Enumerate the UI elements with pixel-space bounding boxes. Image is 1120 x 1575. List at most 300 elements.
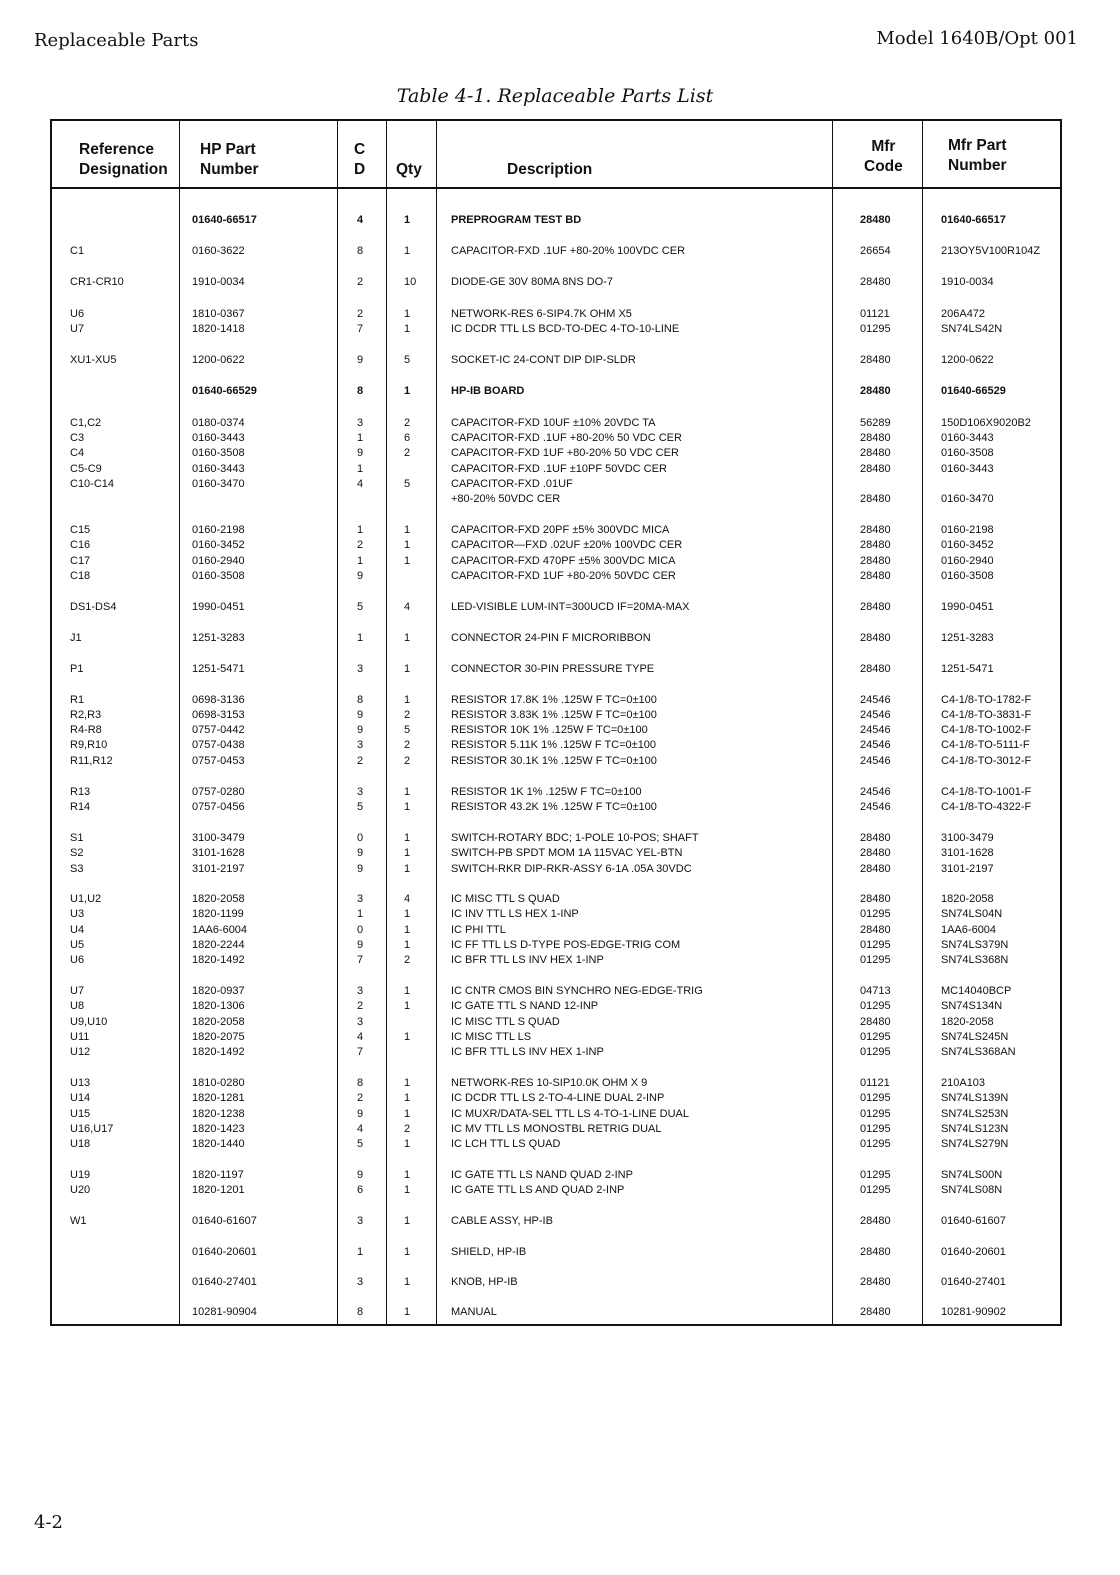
cell-desc: CAPACITOR-FXD .01UF — [451, 478, 573, 490]
cell-mfr: 24546 — [860, 786, 891, 798]
cell-hp: 1820-1199 — [192, 908, 244, 920]
cell-cd: 7 — [357, 323, 364, 335]
cell-mfr: 56289 — [860, 417, 891, 429]
cell-mfr: 28480 — [860, 524, 891, 536]
cell-mfrp: 0160-3470 — [941, 493, 994, 505]
cell-desc: IC PHI TTL — [451, 924, 506, 936]
cell-desc: RESISTOR 30.1K 1% .125W F TC=0±100 — [451, 755, 657, 767]
cell-cd: 1 — [357, 524, 364, 536]
cell-hp: 1AA6-6004 — [192, 924, 248, 936]
cell-hp: 1990-0451 — [192, 601, 245, 613]
header-separator — [52, 187, 1060, 189]
cell-qty: 1 — [404, 908, 411, 920]
cell-ref: C16 — [70, 539, 91, 551]
cell-qty: 1 — [404, 1108, 411, 1120]
cell-cd: 9 — [357, 447, 364, 459]
cell-cd: 9 — [357, 847, 364, 859]
cell-qty: 5 — [404, 478, 411, 490]
cell-mfr: 01295 — [860, 954, 891, 966]
cell-ref: U6 — [70, 308, 85, 320]
cell-cd: 3 — [357, 985, 364, 997]
cell-mfrp: 0160-3443 — [941, 463, 994, 475]
cell-cd: 2 — [357, 1000, 364, 1012]
cell-cd: 8 — [357, 245, 364, 257]
cell-cd: 3 — [357, 663, 364, 675]
cell-mfr: 28480 — [860, 276, 891, 288]
cell-ref: U1,U2 — [70, 893, 102, 905]
cell-hp: 0757-0453 — [192, 755, 245, 767]
cell-desc: IC BFR TTL LS INV HEX 1-INP — [451, 954, 604, 966]
cell-cd: 3 — [357, 1215, 364, 1227]
cell-mfrp: SN74LS04N — [941, 908, 1003, 920]
cell-qty: 1 — [404, 1215, 411, 1227]
cell-mfrp: SN74LS253N — [941, 1108, 1009, 1120]
col-header-mfr-code: Mfr Code — [864, 138, 903, 175]
cell-qty: 1 — [404, 245, 411, 257]
cell-cd: 9 — [357, 724, 364, 736]
cell-cd: 4 — [357, 1031, 364, 1043]
cell-hp: 10281-90904 — [192, 1306, 257, 1318]
cell-mfrp: C4-1/8-TO-4322-F — [941, 801, 1032, 813]
cell-mfr: 28480 — [860, 555, 891, 567]
cell-desc: DIODE-GE 30V 80MA 8NS DO-7 — [451, 276, 613, 288]
cell-hp: 0160-3508 — [192, 447, 245, 459]
cell-cd: 5 — [357, 601, 364, 613]
cell-qty: 1 — [404, 323, 411, 335]
cell-ref: C17 — [70, 555, 91, 567]
cell-desc: KNOB, HP-IB — [451, 1276, 518, 1288]
column-divider — [832, 121, 833, 1324]
cell-cd: 7 — [357, 1046, 364, 1058]
cell-cd: 1 — [357, 632, 364, 644]
page-number: 4-2 — [34, 1512, 63, 1533]
cell-qty: 6 — [404, 432, 411, 444]
cell-hp: 0757-0442 — [192, 724, 245, 736]
cell-ref: R9,R10 — [70, 739, 108, 751]
cell-mfrp: 1251-3283 — [941, 632, 994, 644]
cell-hp: 0160-3508 — [192, 570, 245, 582]
cell-mfr: 24546 — [860, 724, 891, 736]
cell-mfrp: C4-1/8-TO-3831-F — [941, 709, 1032, 721]
cell-cd: 9 — [357, 1108, 364, 1120]
cell-ref: U7 — [70, 323, 85, 335]
cell-ref: W1 — [70, 1215, 87, 1227]
cell-cd: 0 — [357, 924, 364, 936]
cell-desc: IC MISC TTL LS — [451, 1031, 532, 1043]
cell-qty: 5 — [404, 724, 411, 736]
cell-qty: 1 — [404, 663, 411, 675]
cell-ref: C18 — [70, 570, 91, 582]
cell-hp: 01640-61607 — [192, 1215, 257, 1227]
cell-desc: RESISTOR 1K 1% .125W F TC=0±100 — [451, 786, 642, 798]
cell-hp: 1820-1306 — [192, 1000, 245, 1012]
cell-ref: J1 — [70, 632, 82, 644]
cell-hp: 0698-3153 — [192, 709, 245, 721]
cell-qty: 1 — [404, 539, 411, 551]
cell-desc: CAPACITOR-FXD 1UF +80-20% 50 VDC CER — [451, 447, 679, 459]
cell-desc: NETWORK-RES 10-SIP10.0K OHM X 9 — [451, 1077, 648, 1089]
cell-hp: 1820-1281 — [192, 1092, 245, 1104]
cell-mfr: 28480 — [860, 1306, 891, 1318]
cell-cd: 9 — [357, 939, 364, 951]
cell-desc: CAPACITOR-FXD 1UF +80-20% 50VDC CER — [451, 570, 676, 582]
cell-qty: 5 — [404, 354, 411, 366]
cell-mfr: 24546 — [860, 739, 891, 751]
cell-mfrp: 1AA6-6004 — [941, 924, 997, 936]
cell-qty: 2 — [404, 709, 411, 721]
cell-cd: 1 — [357, 908, 364, 920]
cell-qty: 1 — [404, 1092, 411, 1104]
cell-cd: 2 — [357, 1092, 364, 1104]
cell-ref: R2,R3 — [70, 709, 102, 721]
cell-qty: 1 — [404, 308, 411, 320]
cell-ref: C1 — [70, 245, 85, 257]
cell-mfrp: 1820-2058 — [941, 893, 994, 905]
cell-hp: 0160-3443 — [192, 463, 245, 475]
cell-mfrp: 1251-5471 — [941, 663, 994, 675]
cell-cd: 8 — [357, 694, 364, 706]
cell-mfrp: SN74LS123N — [941, 1123, 1009, 1135]
cell-hp: 1251-3283 — [192, 632, 245, 644]
column-divider — [436, 121, 437, 1324]
cell-hp: 1820-1418 — [192, 323, 245, 335]
cell-hp: 0160-3470 — [192, 478, 245, 490]
cell-mfrp: 01640-61607 — [941, 1215, 1006, 1227]
cell-mfrp: SN74LS00N — [941, 1169, 1003, 1181]
cell-hp: 01640-27401 — [192, 1276, 257, 1288]
cell-ref: C10-C14 — [70, 478, 115, 490]
cell-desc: CAPACITOR—FXD .02UF ±20% 100VDC CER — [451, 539, 683, 551]
cell-ref: C3 — [70, 432, 85, 444]
cell-mfr: 24546 — [860, 755, 891, 767]
cell-qty: 1 — [404, 632, 411, 644]
cell-hp: 1820-1201 — [192, 1184, 245, 1196]
cell-qty: 1 — [404, 694, 411, 706]
cell-cd: 2 — [357, 308, 364, 320]
col-header-mfr-part: Mfr Part Number — [948, 137, 1007, 174]
cell-qty: 1 — [404, 1246, 411, 1258]
cell-mfr: 28480 — [860, 601, 891, 613]
cell-hp: 1820-0937 — [192, 985, 245, 997]
cell-hp: 1810-0367 — [192, 308, 245, 320]
cell-hp: 1820-2075 — [192, 1031, 245, 1043]
cell-mfr: 28480 — [860, 924, 891, 936]
cell-mfr: 04713 — [860, 985, 891, 997]
cell-mfr: 28480 — [860, 1215, 891, 1227]
cell-mfr: 01295 — [860, 1169, 891, 1181]
cell-desc: RESISTOR 43.2K 1% .125W F TC=0±100 — [451, 801, 657, 813]
cell-ref: DS1-DS4 — [70, 601, 117, 613]
cell-mfr: 01295 — [860, 1123, 891, 1135]
cell-mfr: 01295 — [860, 908, 891, 920]
cell-ref: U16,U17 — [70, 1123, 114, 1135]
cell-mfr: 28480 — [860, 539, 891, 551]
cell-mfr: 01295 — [860, 1184, 891, 1196]
cell-ref: XU1-XU5 — [70, 354, 117, 366]
cell-desc: CAPACITOR-FXD .1UF ±10PF 50VDC CER — [451, 463, 667, 475]
cell-mfrp: 0160-3452 — [941, 539, 994, 551]
cell-qty: 4 — [404, 893, 411, 905]
cell-mfr: 01295 — [860, 1031, 891, 1043]
cell-desc: RESISTOR 17.8K 1% .125W F TC=0±100 — [451, 694, 657, 706]
cell-qty: 1 — [404, 555, 411, 567]
cell-ref: U18 — [70, 1138, 91, 1150]
cell-cd: 1 — [357, 432, 364, 444]
cell-cd: 2 — [357, 276, 364, 288]
cell-ref: U6 — [70, 954, 85, 966]
cell-mfrp: C4-1/8-TO-5111-F — [941, 739, 1030, 751]
cell-desc: +80-20% 50VDC CER — [451, 493, 561, 505]
cell-hp: 3101-1628 — [192, 847, 245, 859]
cell-cd: 9 — [357, 354, 364, 366]
cell-qty: 2 — [404, 447, 411, 459]
column-divider — [922, 121, 923, 1324]
cell-mfr: 28480 — [860, 570, 891, 582]
cell-mfr: 01295 — [860, 1046, 891, 1058]
cell-mfr: 28480 — [860, 1276, 891, 1288]
cell-ref: U8 — [70, 1000, 85, 1012]
cell-hp: 1820-1492 — [192, 954, 245, 966]
cell-qty: 1 — [404, 1138, 411, 1150]
parts-table — [50, 119, 1062, 1326]
cell-cd: 6 — [357, 1184, 364, 1196]
cell-desc: CAPACITOR-FXD 20PF ±5% 300VDC MICA — [451, 524, 670, 536]
cell-desc: MANUAL — [451, 1306, 497, 1318]
cell-cd: 9 — [357, 863, 364, 875]
cell-cd: 7 — [357, 954, 364, 966]
cell-cd: 3 — [357, 417, 364, 429]
cell-cd: 3 — [357, 739, 364, 751]
cell-hp: 0160-2940 — [192, 555, 245, 567]
cell-desc: CAPACITOR-FXD 470PF ±5% 300VDC MICA — [451, 555, 676, 567]
cell-ref: U9,U10 — [70, 1016, 108, 1028]
cell-qty: 2 — [404, 1123, 411, 1135]
cell-hp: 1820-2244 — [192, 939, 245, 951]
cell-mfr: 28480 — [860, 847, 891, 859]
cell-hp: 0757-0280 — [192, 786, 245, 798]
cell-mfr: 28480 — [860, 214, 891, 226]
cell-ref: R14 — [70, 801, 91, 813]
cell-ref: C15 — [70, 524, 91, 536]
cell-desc: CAPACITOR-FXD .1UF +80-20% 100VDC CER — [451, 245, 686, 257]
cell-mfrp: 01640-66517 — [941, 214, 1006, 226]
cell-hp: 3101-2197 — [192, 863, 245, 875]
cell-mfr: 01295 — [860, 1092, 891, 1104]
cell-mfrp: 210A103 — [941, 1077, 986, 1089]
cell-hp: 1820-1423 — [192, 1123, 245, 1135]
cell-desc: IC BFR TTL LS INV HEX 1-INP — [451, 1046, 604, 1058]
cell-mfr: 28480 — [860, 493, 891, 505]
cell-qty: 1 — [404, 524, 411, 536]
cell-hp: 0160-2198 — [192, 524, 245, 536]
col-header-qty: Qty — [396, 161, 422, 178]
cell-cd: 9 — [357, 709, 364, 721]
cell-desc: IC MV TTL LS MONOSTBL RETRIG DUAL — [451, 1123, 662, 1135]
cell-qty: 2 — [404, 755, 411, 767]
col-header-hp-part: HP Part Number — [200, 141, 259, 178]
cell-mfr: 24546 — [860, 801, 891, 813]
cell-qty: 1 — [404, 1031, 411, 1043]
cell-qty: 1 — [404, 214, 411, 226]
cell-qty: 1 — [404, 924, 411, 936]
col-header-description: Description — [507, 161, 593, 178]
cell-qty: 1 — [404, 1000, 411, 1012]
cell-cd: 3 — [357, 1016, 364, 1028]
cell-cd: 4 — [357, 214, 364, 226]
cell-desc: RESISTOR 3.83K 1% .125W F TC=0±100 — [451, 709, 657, 721]
cell-hp: 1820-1440 — [192, 1138, 245, 1150]
cell-ref: R1 — [70, 694, 85, 706]
cell-hp: 1820-2058 — [192, 893, 245, 905]
cell-ref: C4 — [70, 447, 85, 459]
cell-mfr: 28480 — [860, 385, 891, 397]
cell-ref: U14 — [70, 1092, 91, 1104]
cell-desc: CABLE ASSY, HP-IB — [451, 1215, 553, 1227]
cell-mfr: 28480 — [860, 463, 891, 475]
cell-qty: 1 — [404, 939, 411, 951]
cell-ref: S3 — [70, 863, 84, 875]
cell-hp: 1251-5471 — [192, 663, 245, 675]
cell-cd: 3 — [357, 786, 364, 798]
cell-desc: PREPROGRAM TEST BD — [451, 214, 582, 226]
cell-qty: 1 — [404, 1306, 411, 1318]
cell-hp: 1820-1238 — [192, 1108, 245, 1120]
cell-ref: U13 — [70, 1077, 91, 1089]
cell-cd: 8 — [357, 1306, 364, 1318]
cell-hp: 0160-3452 — [192, 539, 245, 551]
cell-qty: 1 — [404, 1276, 411, 1288]
cell-mfrp: 3100-3479 — [941, 832, 994, 844]
cell-cd: 0 — [357, 832, 364, 844]
cell-ref: S1 — [70, 832, 84, 844]
cell-mfr: 28480 — [860, 663, 891, 675]
cell-ref: U20 — [70, 1184, 91, 1196]
cell-mfrp: C4-1/8-TO-1002-F — [941, 724, 1032, 736]
cell-cd: 1 — [357, 555, 364, 567]
cell-mfr: 28480 — [860, 354, 891, 366]
cell-hp: 1820-1492 — [192, 1046, 245, 1058]
cell-hp: 0757-0438 — [192, 739, 245, 751]
cell-hp: 0757-0456 — [192, 801, 245, 813]
cell-mfr: 28480 — [860, 1246, 891, 1258]
cell-qty: 1 — [404, 847, 411, 859]
cell-ref: S2 — [70, 847, 84, 859]
cell-cd: 1 — [357, 1246, 364, 1258]
cell-desc: IC DCDR TTL LS BCD-TO-DEC 4-TO-10-LINE — [451, 323, 680, 335]
cell-mfrp: 1200-0622 — [941, 354, 994, 366]
cell-mfrp: SN74S134N — [941, 1000, 1003, 1012]
cell-desc: IC MUXR/DATA-SEL TTL LS 4-TO-1-LINE DUAL — [451, 1108, 689, 1120]
cell-desc: CAPACITOR-FXD 10UF ±10% 20VDC TA — [451, 417, 656, 429]
cell-mfrp: C4-1/8-TO-3012-F — [941, 755, 1032, 767]
cell-mfr: 24546 — [860, 709, 891, 721]
cell-desc: NETWORK-RES 6-SIP4.7K OHM X5 — [451, 308, 632, 320]
cell-ref: C1,C2 — [70, 417, 102, 429]
cell-mfrp: 01640-20601 — [941, 1246, 1006, 1258]
cell-mfrp: 01640-27401 — [941, 1276, 1006, 1288]
cell-desc: LED-VISIBLE LUM-INT=300UCD IF=20MA-MAX — [451, 601, 690, 613]
cell-desc: IC DCDR TTL LS 2-TO-4-LINE DUAL 2-INP — [451, 1092, 665, 1104]
cell-desc: SOCKET-IC 24-CONT DIP DIP-SLDR — [451, 354, 636, 366]
cell-mfrp: C4-1/8-TO-1001-F — [941, 786, 1032, 798]
cell-mfrp: SN74LS139N — [941, 1092, 1009, 1104]
cell-ref: P1 — [70, 663, 84, 675]
cell-ref: R13 — [70, 786, 91, 798]
cell-mfrp: 213OY5V100R104Z — [941, 245, 1041, 257]
cell-mfrp: 0160-3508 — [941, 447, 994, 459]
cell-mfr: 28480 — [860, 863, 891, 875]
cell-cd: 9 — [357, 570, 364, 582]
cell-qty: 1 — [404, 985, 411, 997]
cell-mfrp: 1990-0451 — [941, 601, 994, 613]
cell-mfrp: SN74LS368AN — [941, 1046, 1016, 1058]
cell-cd: 4 — [357, 478, 364, 490]
cell-mfrp: SN74LS42N — [941, 323, 1003, 335]
cell-cd: 2 — [357, 539, 364, 551]
cell-desc: SWITCH-ROTARY BDC; 1-POLE 10-POS; SHAFT — [451, 832, 699, 844]
cell-cd: 3 — [357, 893, 364, 905]
cell-hp: 01640-66529 — [192, 385, 257, 397]
cell-mfrp: 206A472 — [941, 308, 986, 320]
cell-desc: IC INV TTL LS HEX 1-INP — [451, 908, 579, 920]
cell-desc: RESISTOR 10K 1% .125W F TC=0±100 — [451, 724, 648, 736]
cell-ref: U15 — [70, 1108, 91, 1120]
cell-mfrp: 0160-3443 — [941, 432, 994, 444]
cell-qty: 10 — [404, 276, 417, 288]
cell-mfrp: MC14040BCP — [941, 985, 1012, 997]
cell-mfr: 28480 — [860, 893, 891, 905]
cell-hp: 0180-0374 — [192, 417, 245, 429]
cell-desc: SWITCH-PB SPDT MOM 1A 115VAC YEL-BTN — [451, 847, 683, 859]
cell-cd: 2 — [357, 755, 364, 767]
cell-desc: HP-IB BOARD — [451, 385, 525, 397]
cell-mfrp: 1820-2058 — [941, 1016, 994, 1028]
cell-cd: 5 — [357, 801, 364, 813]
cell-hp: 0698-3136 — [192, 694, 245, 706]
cell-cd: 3 — [357, 1276, 364, 1288]
cell-hp: 0160-3622 — [192, 245, 245, 257]
cell-desc: IC FF TTL LS D-TYPE POS-EDGE-TRIG COM — [451, 939, 681, 951]
cell-mfrp: 3101-2197 — [941, 863, 994, 875]
cell-desc: SWITCH-RKR DIP-RKR-ASSY 6-1A .05A 30VDC — [451, 863, 692, 875]
cell-desc: IC CNTR CMOS BIN SYNCHRO NEG-EDGE-TRIG — [451, 985, 703, 997]
running-header-right: Model 1640B/Opt 001 — [876, 28, 1078, 49]
cell-qty: 2 — [404, 739, 411, 751]
column-divider — [337, 121, 338, 1324]
cell-hp: 01640-66517 — [192, 214, 257, 226]
cell-mfr: 28480 — [860, 432, 891, 444]
cell-cd: 9 — [357, 1169, 364, 1181]
cell-ref: U7 — [70, 985, 85, 997]
cell-mfr: 28480 — [860, 1016, 891, 1028]
cell-mfrp: 01640-66529 — [941, 385, 1006, 397]
cell-mfrp: 0160-3508 — [941, 570, 994, 582]
cell-ref: U3 — [70, 908, 85, 920]
cell-desc: IC MISC TTL S QUAD — [451, 1016, 560, 1028]
cell-mfrp: SN74LS368N — [941, 954, 1009, 966]
cell-ref: U11 — [70, 1031, 90, 1043]
cell-desc: CONNECTOR 30-PIN PRESSURE TYPE — [451, 663, 655, 675]
cell-desc: IC GATE TTL LS AND QUAD 2-INP — [451, 1184, 625, 1196]
cell-desc: IC LCH TTL LS QUAD — [451, 1138, 561, 1150]
cell-mfrp: 10281-90902 — [941, 1306, 1006, 1318]
cell-desc: RESISTOR 5.11K 1% .125W F TC=0±100 — [451, 739, 657, 751]
cell-mfrp: SN74LS245N — [941, 1031, 1009, 1043]
cell-mfr: 01295 — [860, 1108, 891, 1120]
cell-mfrp: C4-1/8-TO-1782-F — [941, 694, 1032, 706]
cell-mfrp: SN74LS08N — [941, 1184, 1003, 1196]
running-header-left: Replaceable Parts — [34, 30, 199, 51]
